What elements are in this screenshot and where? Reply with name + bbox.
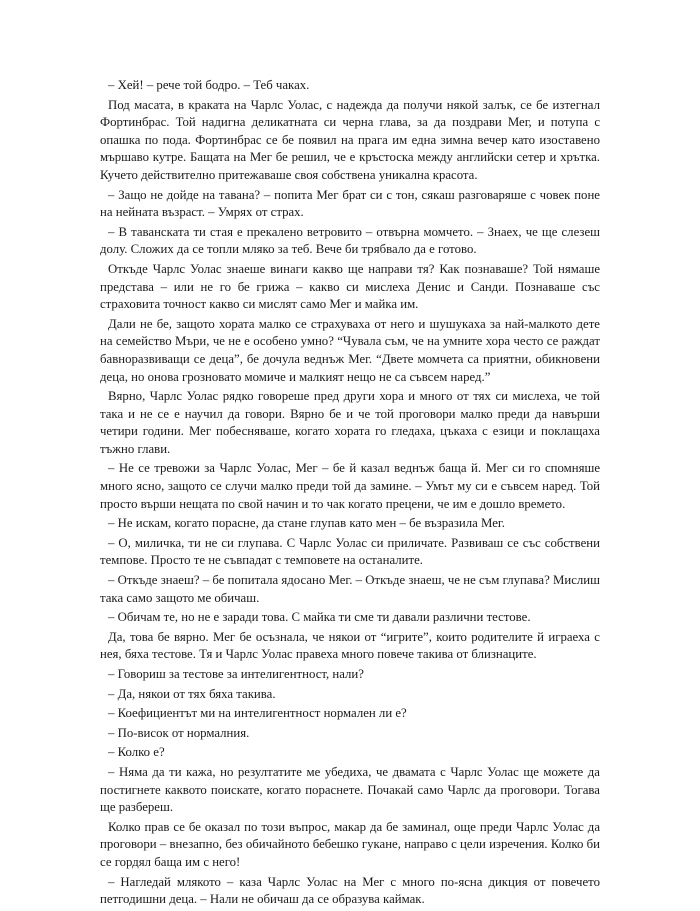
- paragraph: Вярно, Чарлс Уолас рядко говореше пред други хора и много от тях си мислеха, че той така и не се е научил да говори. Вярно бе и че той проговори малко преди да навърши четири години. Мег побесняваше, когато хората го гледаха, цъкаха с езици и поклащаха тъжно глави.: [100, 389, 600, 456]
- paragraph: Колко прав се бе оказал по този въпрос, макар да бе заминал, още преди Чарлс Уолас да проговори – внезапно, без обичайното бебешко гукане, направо с цели изречения. Колко би се гордял баща им с него!: [100, 819, 600, 869]
- paragraph: – О, миличка, ти не си глупава. С Чарлс Уолас си приличате. Развиваш се със собствени темпове. Просто те не съвпадат с темповете на останалите.: [100, 535, 600, 568]
- paragraph: – Нагледай млякото – каза Чарлс Уолас на Мег с много по-ясна дикция от повечето петгодишни деца. – Нали не обичаш да се образува каймак.: [100, 874, 600, 907]
- paragraph: Да, това бе вярно. Мег бе осъзнала, че някои от “игрите”, които родителите й играеха с нея, бяха тестове. Тя и Чарлс Уолас правеха много повече такива от близнаците.: [100, 629, 600, 662]
- paragraph: – В таванската ти стая е прекалено ветровито – отвърна момчето. – Знаех, че ще слезеш долу. Сложих да се топли мляко за теб. Вече би трябвало да е готово.: [100, 224, 600, 257]
- paragraph: – Да, някои от тях бяха такива.: [108, 686, 276, 701]
- paragraph: – Хей! – рече той бодро. – Теб чаках.: [108, 78, 310, 92]
- paragraph: – Не се тревожи за Чарлс Уолас, Мег – бе й казал веднъж баща й. Мег си го спомняше много ясно, защото се случи малко преди той да замине. – Умът му си е съвсем наред. Той просто върши нещата по свой начин и то чак когато прецени, че им е дошло времето.: [100, 461, 600, 511]
- paragraph: – Говориш за тестове за интелигентност, нали?: [108, 667, 364, 681]
- paragraph: – Обичам те, но не е заради това. С майка ти сме ти давали различни тестове.: [108, 610, 531, 625]
- paragraph: – Не искам, когато порасне, да стане глупав като мен – бе възразила Мег.: [108, 516, 505, 531]
- document-body: [100, 77, 600, 911]
- paragraph: Откъде Чарлс Уолас знаеше винаги какво ще направи тя? Как познаваше? Той нямаше представа – или не го бе грижа – какво си мислеха Денис и Санди. Познаваше със страховита точност какво си мислят само Мег и майка им.: [100, 261, 600, 312]
- paragraph: – Коефициентът ми на интелигентност нормален ли е?: [108, 706, 407, 721]
- paragraph: – По-висок от нормалния.: [108, 725, 250, 740]
- paragraph: – Колко е?: [108, 745, 165, 760]
- paragraph: Под масата, в краката на Чарлс Уолас, с надежда да получи някой залък, се бе изтегнал Фортинбрас. Той надигна деликатната си черна глава, за да поздрави Мег, и потупа с опашка по пода. Фортинбрас се бе появил на прага им една зимна вечер като изоставено мършаво кутре. Бащата на Мег бе решил, че е кръстоска между английски сетер и хрътка. Кучето действително притежаваше своя собствена уникална красота.: [100, 97, 600, 182]
- paragraph: – Откъде знаеш? – бе попитала ядосано Мег. – Откъде знаеш, че не съм глупава? Мислиш така само защото ме обичаш.: [100, 573, 600, 605]
- paragraph: – Защо не дойде на тавана? – попита Мег брат си с тон, сякаш разговаряше с човек поне на нейната възраст. – Умрях от страх.: [100, 187, 600, 220]
- paragraph: Дали не бе, защото хората малко се страхуваха от него и шушукаха за най-малкото дете на семейство Мъри, че не е особено умно? “Чувала съм, че на умните хора често се раждат бавноразвиващи се деца”, бе дочула веднъж Мег. “Двете момчета са приятни, обикновени деца, но онова грозновато момиче и малкият нещо не са съвсем наред.”: [100, 316, 600, 384]
- paragraph: – Няма да ти кажа, но резултатите ме убедиха, че двамата с Чарлс Уолас ще можете да постигнете каквото поискате, когато пораснете. Почакай само Чарлс да проговори. Тогава ще разбереш.: [100, 764, 600, 815]
